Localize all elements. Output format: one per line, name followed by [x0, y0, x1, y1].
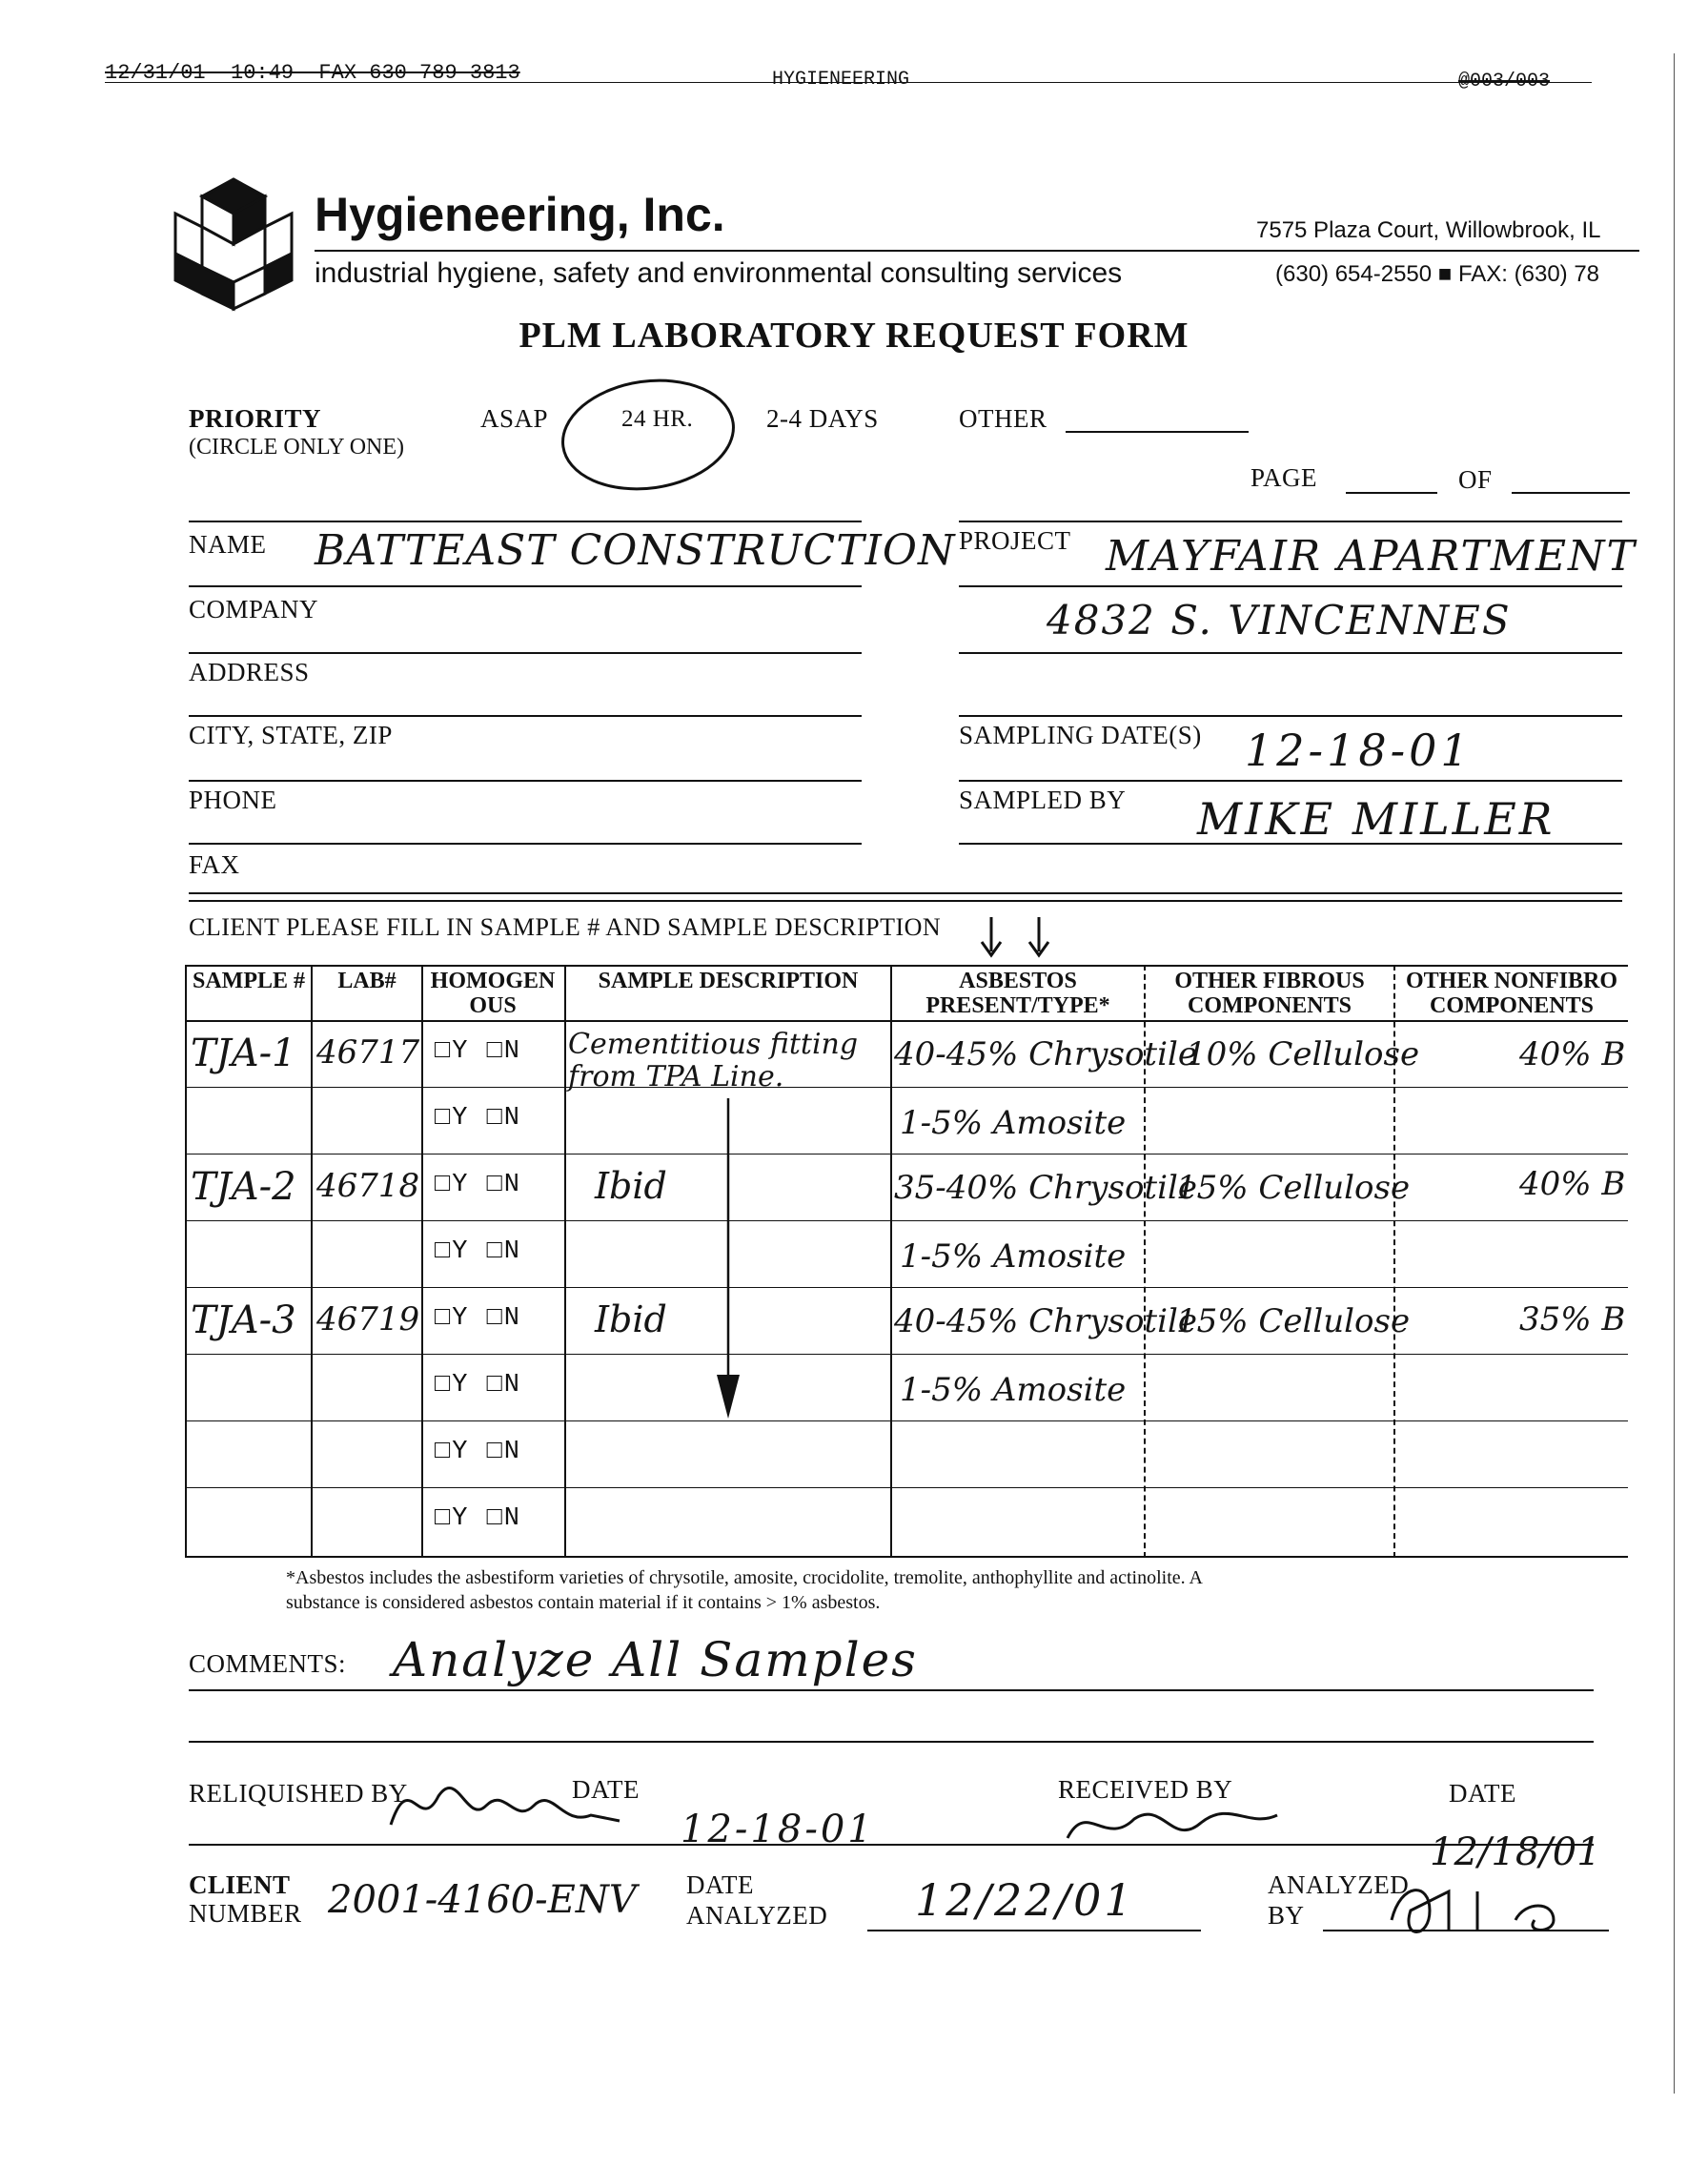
- row-0-fibrous[interactable]: 10% Cellulose: [1186, 1035, 1420, 1073]
- row-4-homogen[interactable]: □Y □N: [435, 1304, 522, 1333]
- date-analyzed-label-2: ANALYZED: [686, 1901, 828, 1930]
- header-asbestos: ASBESTOS PRESENT/TYPE*: [925, 969, 1110, 1018]
- received-signature: [1048, 1781, 1296, 1857]
- fax-stamp: 12/31/01 10:49 FAX 630 789 3813: [105, 61, 520, 85]
- row-4-asbestos[interactable]: 40-45% Chrysotile: [894, 1302, 1197, 1340]
- analyzed-by-label-2: BY: [1268, 1901, 1305, 1930]
- row-1-homogen[interactable]: □Y □N: [435, 1104, 522, 1133]
- company-tagline: industrial hygiene, safety and environmental consulting services: [315, 257, 1123, 289]
- date-analyzed-label-1: DATE: [686, 1870, 754, 1899]
- ibid-arrow: [700, 1098, 757, 1432]
- header-lab: LAB#: [337, 969, 396, 993]
- row-1-asbestos[interactable]: 1-5% Amosite: [900, 1104, 1127, 1142]
- row-0-asbestos[interactable]: 40-45% Chrysotile: [894, 1035, 1197, 1073]
- name-value[interactable]: BATTEAST CONSTRUCTION: [315, 526, 956, 575]
- row-2-fibrous[interactable]: 15% Cellulose: [1176, 1169, 1411, 1207]
- row-5-homogen[interactable]: □Y □N: [435, 1371, 522, 1400]
- project-line1[interactable]: MAYFAIR APARTMENT: [1106, 532, 1637, 581]
- fax-header: [105, 61, 1592, 99]
- company-logo: [170, 175, 297, 313]
- row-4-sample[interactable]: TJA-3: [191, 1298, 296, 1342]
- row-3-homogen[interactable]: □Y □N: [435, 1237, 522, 1266]
- relinquished-label: RELIQUISHED BY: [189, 1779, 408, 1808]
- header-description: SAMPLE DESCRIPTION: [598, 969, 859, 993]
- row-7-homogen[interactable]: □Y □N: [435, 1504, 522, 1533]
- of-label: OF: [1458, 465, 1493, 494]
- row-2-nonfibrous[interactable]: 40% B: [1519, 1165, 1626, 1203]
- header-fibrous: OTHER FIBROUS COMPONENTS: [1174, 969, 1365, 1018]
- sampling-date-label: SAMPLING DATE(S): [959, 721, 1202, 749]
- priority-label: PRIORITY: [189, 404, 322, 433]
- page-label: PAGE: [1250, 463, 1318, 492]
- project-label: PROJECT: [959, 526, 1071, 555]
- sampled-by-label: SAMPLED BY: [959, 786, 1127, 814]
- row-0-homogen[interactable]: □Y □N: [435, 1037, 522, 1066]
- header-sample: SAMPLE #: [192, 969, 305, 993]
- company-phone-fax: (630) 654-2550 ■ FAX: (630) 78: [1275, 261, 1600, 287]
- row-1-desc[interactable]: from TPA Line.: [568, 1060, 784, 1093]
- row-4-desc[interactable]: Ibid: [595, 1298, 667, 1340]
- priority-other-label: OTHER: [959, 404, 1047, 433]
- row-4-lab[interactable]: 46719: [316, 1300, 420, 1338]
- received-label: RECEIVED BY: [1058, 1775, 1233, 1804]
- row-2-sample[interactable]: TJA-2: [191, 1165, 296, 1209]
- row-4-fibrous[interactable]: 15% Cellulose: [1176, 1302, 1411, 1340]
- down-arrows: [972, 913, 1068, 961]
- relinquished-date-label: DATE: [572, 1775, 640, 1804]
- row-2-asbestos[interactable]: 35-40% Chrysotile: [894, 1169, 1197, 1207]
- instruction-text: CLIENT PLEASE FILL IN SAMPLE # AND SAMPLE DESCRIPTION: [189, 913, 942, 941]
- fax-page-code: @003/003: [1458, 71, 1551, 92]
- row-0-desc[interactable]: Cementitious fitting: [568, 1028, 859, 1061]
- header-nonfibrous: OTHER NONFIBRO COMPONENTS: [1405, 969, 1618, 1018]
- received-date-value[interactable]: 12/18/01: [1430, 1830, 1601, 1874]
- row-2-desc[interactable]: Ibid: [595, 1165, 667, 1207]
- priority-option-24hr[interactable]: 24 HR.: [621, 406, 694, 432]
- client-number-label-1: CLIENT: [189, 1870, 291, 1899]
- row-0-nonfibrous[interactable]: 40% B: [1519, 1035, 1626, 1073]
- client-number-value[interactable]: 2001-4160-ENV: [328, 1878, 637, 1922]
- phone-label: PHONE: [189, 786, 277, 814]
- comments-value[interactable]: Analyze All Samples: [393, 1632, 918, 1687]
- fax-sender: HYGIENEERING: [772, 69, 910, 91]
- name-label: NAME: [189, 530, 267, 559]
- row-2-lab[interactable]: 46718: [316, 1167, 420, 1205]
- priority-option-asap[interactable]: ASAP: [480, 404, 549, 433]
- row-4-nonfibrous[interactable]: 35% B: [1519, 1300, 1626, 1338]
- header-homogen: HOMOGEN OUS: [430, 969, 556, 1018]
- priority-circle: [555, 372, 745, 496]
- row-5-asbestos[interactable]: 1-5% Amosite: [900, 1371, 1127, 1409]
- fax-label: FAX: [189, 850, 240, 879]
- date-analyzed-value[interactable]: 12/22/01: [915, 1874, 1135, 1926]
- row-0-lab[interactable]: 46717: [316, 1033, 420, 1072]
- priority-sublabel: (CIRCLE ONLY ONE): [189, 435, 405, 460]
- comments-label: COMMENTS:: [189, 1649, 347, 1678]
- row-6-homogen[interactable]: □Y □N: [435, 1438, 522, 1466]
- analyzed-by-initials: [1372, 1872, 1582, 1949]
- asbestos-footnote-1: *Asbestos includes the asbestiform varieties of chrysotile, amosite, crocidolite, tremolite, anthophyllite and actinolite. A: [286, 1567, 1203, 1588]
- form-title: PLM LABORATORY REQUEST FORM: [518, 316, 1190, 356]
- city-state-zip-label: CITY, STATE, ZIP: [189, 721, 393, 749]
- row-2-homogen[interactable]: □Y □N: [435, 1171, 522, 1199]
- analyzed-by-label-1: ANALYZED: [1268, 1870, 1410, 1899]
- company-label: COMPANY: [189, 595, 319, 623]
- sampled-by-value[interactable]: MIKE MILLER: [1197, 793, 1556, 845]
- sampling-date-value[interactable]: 12-18-01: [1245, 725, 1473, 776]
- priority-option-2-4days[interactable]: 2-4 DAYS: [766, 404, 879, 433]
- company-name: Hygieneering, Inc.: [315, 188, 725, 241]
- client-number-label-2: NUMBER: [189, 1899, 302, 1928]
- company-address: 7575 Plaza Court, Willowbrook, IL: [1256, 217, 1601, 243]
- row-0-sample[interactable]: TJA-1: [191, 1032, 296, 1075]
- relinquished-date-value[interactable]: 12-18-01: [681, 1808, 875, 1851]
- asbestos-footnote-2: substance is considered asbestos contain material if it contains > 1% asbestos.: [286, 1592, 881, 1613]
- address-label: ADDRESS: [189, 658, 310, 686]
- row-3-asbestos[interactable]: 1-5% Amosite: [900, 1237, 1127, 1276]
- project-line2[interactable]: 4832 S. VINCENNES: [1047, 597, 1512, 644]
- sample-table: [185, 965, 1628, 1558]
- received-date-label: DATE: [1449, 1779, 1516, 1808]
